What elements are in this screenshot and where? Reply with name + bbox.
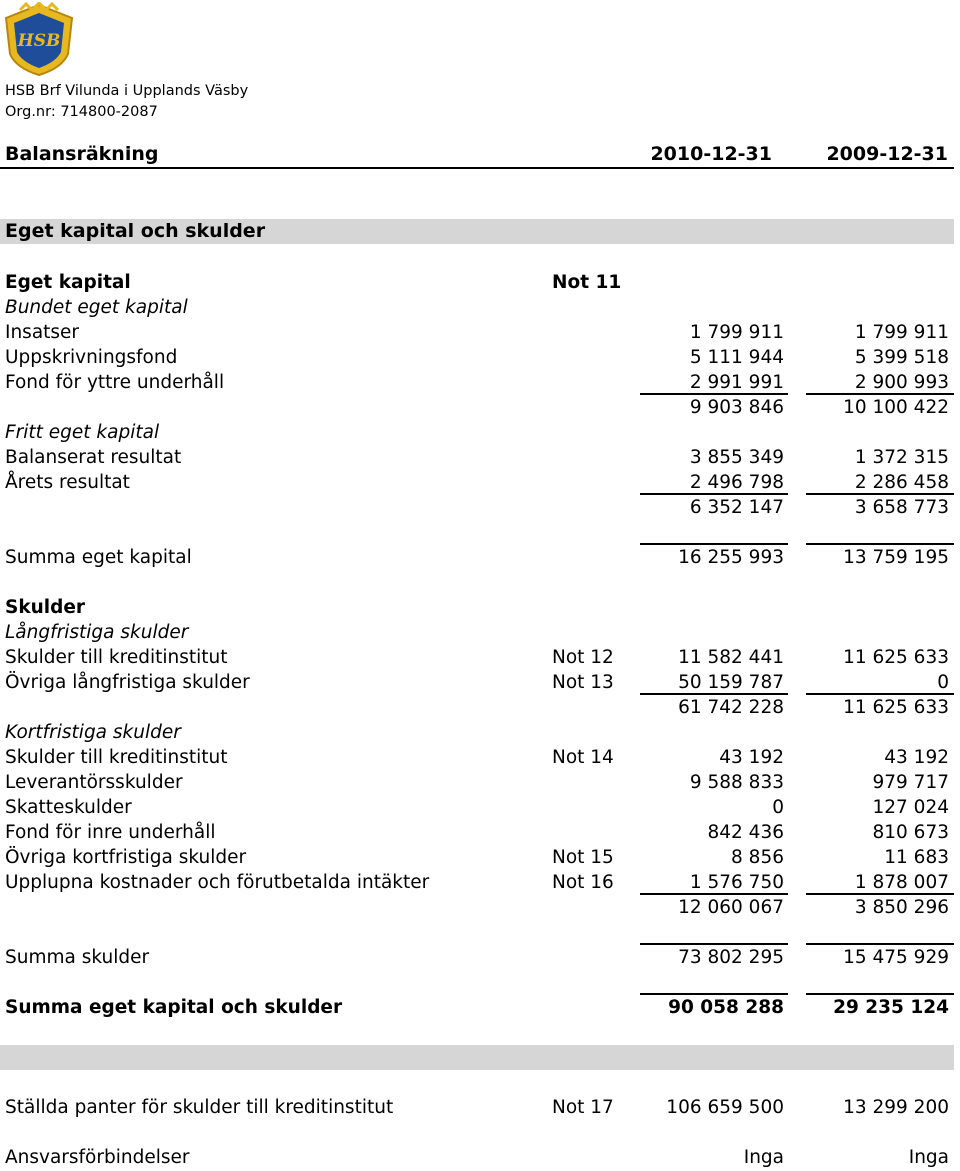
hsb-logo: [2, 2, 76, 78]
value-2009: 13 759 195: [843, 547, 949, 568]
sum-rule: [806, 893, 954, 895]
table-row: [0, 370, 954, 395]
row-label: Skulder till kreditinstitut: [5, 747, 228, 768]
table-row: [0, 670, 954, 695]
value-2010: Inga: [743, 1147, 784, 1168]
value-2010: 9 588 833: [689, 772, 784, 793]
value-2010: 3 855 349: [689, 447, 784, 468]
value-2009: 127 024: [872, 797, 949, 818]
row-label: Övriga långfristiga skulder: [5, 672, 250, 693]
section-band: [0, 219, 954, 244]
table-row: [0, 620, 954, 645]
value-2010: 43 192: [719, 747, 784, 768]
table-row: [0, 820, 954, 845]
table-row: [0, 295, 954, 320]
sum-rule: [640, 943, 788, 945]
row-label: Ansvarsförbindelser: [5, 1147, 190, 1168]
value-2009: 13 299 200: [843, 1097, 949, 1118]
value-2010: 50 159 787: [678, 672, 784, 693]
row-label: Långfristiga skulder: [5, 622, 189, 643]
table-row: [0, 870, 954, 895]
row-label: Eget kapital: [5, 272, 131, 293]
value-2010: 90 058 288: [668, 997, 784, 1018]
value-2009: 43 192: [884, 747, 949, 768]
row-note: Not 13: [552, 672, 614, 693]
table-row: [0, 320, 954, 345]
sum-rule: [806, 693, 954, 695]
table-row: [0, 895, 954, 920]
sum-rule: [640, 543, 788, 545]
value-2009: 979 717: [872, 772, 949, 793]
value-2010: 61 742 228: [678, 697, 784, 718]
sum-rule: [806, 943, 954, 945]
row-label: Leverantörsskulder: [5, 772, 183, 793]
value-2009: 5 399 518: [854, 347, 949, 368]
table-row: [0, 795, 954, 820]
row-label: Summa eget kapital och skulder: [5, 997, 343, 1018]
value-2010: 12 060 067: [678, 897, 784, 918]
sum-rule: [806, 543, 954, 545]
row-label: Skulder: [5, 597, 86, 618]
organization-number: Org.nr: 714800-2087: [5, 104, 158, 120]
row-note: Not 15: [552, 847, 614, 868]
table-row: [0, 695, 954, 720]
sum-rule: [640, 893, 788, 895]
sum-rule: [806, 493, 954, 495]
row-label: Ställda panter för skulder till kreditinstitut: [5, 1097, 394, 1118]
value-2010: 0: [772, 797, 784, 818]
title-bar: [0, 143, 954, 167]
value-2010: 106 659 500: [666, 1097, 784, 1118]
value-2010: 1 799 911: [689, 322, 784, 343]
value-2009: 11 625 633: [843, 697, 949, 718]
value-2010: 8 856: [731, 847, 784, 868]
value-2009: 3 850 296: [854, 897, 949, 918]
row-label: Uppskrivningsfond: [5, 347, 178, 368]
value-2010: 73 802 295: [678, 947, 784, 968]
table-row: [0, 645, 954, 670]
sum-rule: [640, 493, 788, 495]
value-2009: 810 673: [872, 822, 949, 843]
row-label: Fond för inre underhåll: [5, 822, 216, 843]
row-label: Upplupna kostnader och förutbetalda intäkter: [5, 872, 430, 893]
table-row: [0, 495, 954, 520]
row-note: Not 12: [552, 647, 614, 668]
table-row: [0, 545, 954, 570]
organization-name: HSB Brf Vilunda i Upplands Väsby: [5, 83, 249, 99]
sum-rule: [640, 693, 788, 695]
row-note: Not 14: [552, 747, 614, 768]
section-title: Eget kapital och skulder: [5, 220, 266, 242]
row-note: Not 16: [552, 872, 614, 893]
column-header-2010: 2010-12-31: [650, 143, 772, 165]
table-row: [0, 395, 954, 420]
table-row: [0, 995, 954, 1020]
table-row: [0, 1145, 954, 1170]
value-2009: 2 900 993: [854, 372, 949, 393]
table-row: [0, 345, 954, 370]
value-2009: 0: [937, 672, 949, 693]
value-2010: 2 991 991: [689, 372, 784, 393]
value-2009: 1 878 007: [854, 872, 949, 893]
value-2009: 1 372 315: [854, 447, 949, 468]
empty-band: [0, 1045, 954, 1070]
value-2010: 2 496 798: [689, 472, 784, 493]
table-row: [0, 445, 954, 470]
value-2009: 11 625 633: [843, 647, 949, 668]
table-row: [0, 845, 954, 870]
value-2010: 6 352 147: [689, 497, 784, 518]
value-2009: 3 658 773: [854, 497, 949, 518]
svg-text:HSB: HSB: [17, 31, 61, 51]
row-label: Insatser: [5, 322, 80, 343]
value-2010: 11 582 441: [678, 647, 784, 668]
value-2009: 10 100 422: [843, 397, 949, 418]
page-title: Balansräkning: [5, 143, 159, 165]
table-row: [0, 1095, 954, 1120]
row-label: Fond för yttre underhåll: [5, 372, 225, 393]
row-label: Summa eget kapital: [5, 547, 192, 568]
value-2009: 29 235 124: [833, 997, 949, 1018]
value-2010: 9 903 846: [689, 397, 784, 418]
value-2010: 5 111 944: [689, 347, 784, 368]
row-label: Kortfristiga skulder: [5, 722, 181, 743]
row-label: Övriga kortfristiga skulder: [5, 847, 247, 868]
value-2009: 2 286 458: [854, 472, 949, 493]
value-2009: 11 683: [884, 847, 949, 868]
row-label: Årets resultat: [5, 472, 130, 493]
title-divider: [0, 167, 954, 169]
sum-rule: [640, 393, 788, 395]
row-label: Summa skulder: [5, 947, 150, 968]
value-2009: 15 475 929: [843, 947, 949, 968]
table-row: [0, 945, 954, 970]
row-label: Fritt eget kapital: [5, 422, 160, 443]
value-2010: 842 436: [707, 822, 784, 843]
row-note: Not 17: [552, 1097, 614, 1118]
table-row: [0, 420, 954, 445]
table-row: [0, 270, 954, 295]
value-2009: Inga: [908, 1147, 949, 1168]
table-row: [0, 595, 954, 620]
column-header-2009: 2009-12-31: [826, 143, 948, 165]
sum-rule: [806, 993, 954, 995]
table-row: [0, 720, 954, 745]
value-2010: 16 255 993: [678, 547, 784, 568]
table-row: [0, 770, 954, 795]
sum-rule: [640, 993, 788, 995]
row-label: Skulder till kreditinstitut: [5, 647, 228, 668]
sum-rule: [806, 393, 954, 395]
value-2010: 1 576 750: [689, 872, 784, 893]
row-note: Not 11: [552, 272, 622, 293]
table-row: [0, 745, 954, 770]
value-2009: 1 799 911: [854, 322, 949, 343]
row-label: Bundet eget kapital: [5, 297, 188, 318]
row-label: Skatteskulder: [5, 797, 132, 818]
row-label: Balanserat resultat: [5, 447, 182, 468]
table-row: [0, 470, 954, 495]
